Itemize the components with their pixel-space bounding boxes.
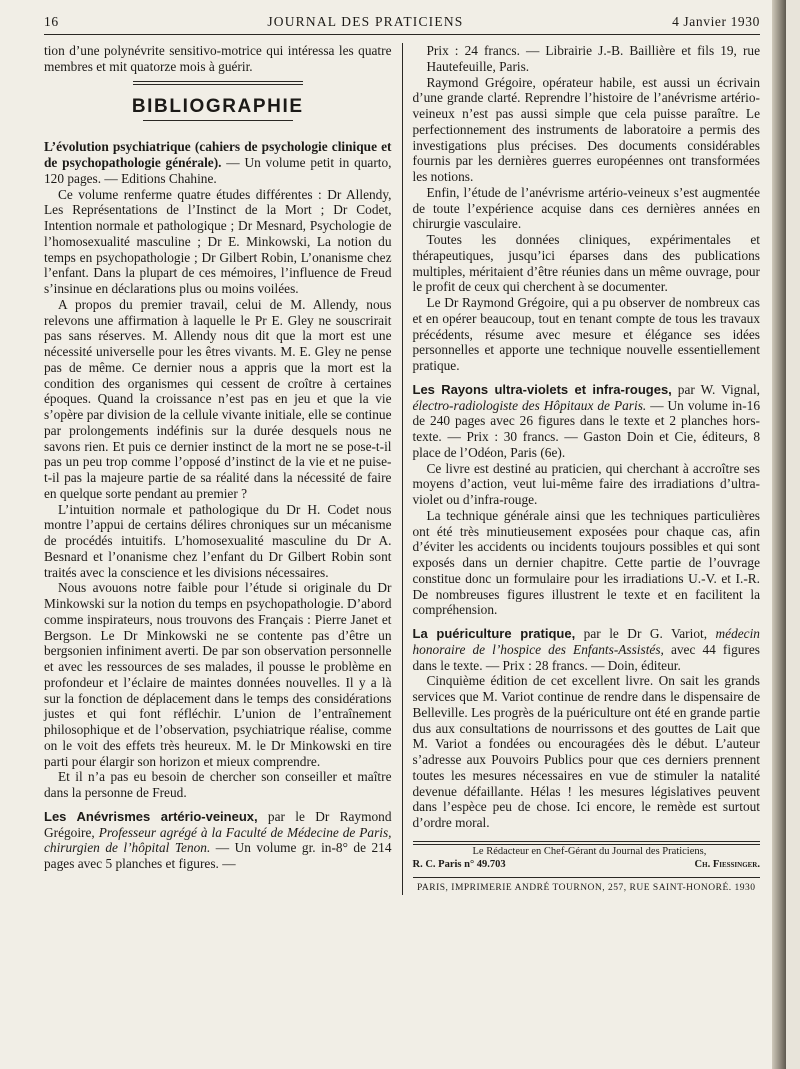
entry-title: Les Rayons ultra-violets et infra-rouges,	[412, 381, 672, 397]
right-column	[402, 43, 761, 895]
entry-author-role: électro-radiologiste des Hôpitaux de Paris.	[412, 397, 647, 413]
entry-author: par W. Vignal,	[671, 381, 760, 397]
entry-info: — Un volume gr. in-8° de 214 pages avec 5 planches et figures. —	[44, 840, 392, 871]
continued-entry-info: Prix : 24 francs. — Librairie J.-B. Baillière et fils 19, rue Hautefeuille, Paris.	[426, 43, 760, 74]
footer-rule	[413, 841, 761, 842]
continued-paragraph: tion d’une polynévrite sensitivo-motrice qui intéressa les quatre membres et mit quatorze mois à guérir.	[44, 43, 392, 74]
body-paragraph: Enfin, l’étude de l’anévrisme artério-veineux s’est augmentée de toute l’expérience acquise dans ces dernières années en chirurgie vasculaire.	[412, 184, 760, 232]
page-number: 16	[44, 14, 59, 29]
body-paragraph: Le Dr Raymond Grégoire, qui a pu observer de nombreux cas et en opérer beaucoup, tout en tenant compte de tous les travaux précédents, résume avec mesure et élégance ses idées personnelles et apporte une technique nouvelle essentiellement pratique.	[412, 295, 760, 373]
entry-author: par le Dr Raymond Grégoire,	[44, 808, 392, 840]
entry-title: Les Anévrismes artério-veineux,	[44, 808, 258, 824]
imprint-footer	[413, 845, 761, 895]
entry-puericulture	[413, 626, 761, 673]
entry-info: — Un volume petit in quarto, 120 pages. — Editions Chahine.	[44, 155, 392, 186]
body-paragraph: Ce volume renferme quatre études différentes : Dr Allendy, Les Représentations de l’Instinct de la Mort ; Dr Codet, Intention normale et pathologique ; Dr Mesnard, Psychologie de l’homosexualité masculine ; Dr E. Minkowski, La notion du temps en psychopathologie ; Dr Gilbert Robin, L’onanisme chez l’enfant. Dans la plupart de ces mémoires, l’influence de Freud s’insinue en déclarations plus ou moins voilées.	[44, 186, 392, 296]
body-paragraph: La technique générale ainsi que les techniques particulières ont été très minutieusement exposées pour chaque cas, afin d’éviter les accidents ou incidents toujours possibles et qui sont exposés dans un dernier chapitre. Cette partie de l’ouvrage constitue donc un formulaire pour les irradiations U.-V. et I.-R. De nombreuses figures illustrent le texte et en facilitent la compréhension.	[412, 507, 760, 618]
issue-date: 4 Janvier 1930	[672, 14, 760, 29]
entry-author-role: médecin honoraire de l’hospice des Enfants-Assistés,	[412, 626, 760, 657]
body-paragraph: Ce livre est destiné au praticien, qui cherchant à accroître ses moyens d’action, veut lui-même faire des irradiations d’ultra-violet ou d’infra-rouge.	[412, 460, 760, 507]
registry-number: R. C. Paris n° 49.703	[412, 858, 506, 870]
entry-title: L’évolution psychiatrique (cahiers de psychologie clinique et de psychopathologie générale).	[44, 139, 392, 170]
body-paragraph: Raymond Grégoire, opérateur habile, est aussi un écrivain d’une grande clarté. Reprendre l’histoire de l’anévrisme artério-veineux n’est pas aussi simple que cela puisse paraître. Le perfectionnement des instruments de laboratoire a permis des investigations plus précises. Des documents considérables fournis par les dernières guerres européennes ont transformées les notions.	[412, 74, 760, 184]
entry-rayons	[413, 382, 761, 461]
page-edge-shadow	[772, 0, 786, 1069]
running-head	[44, 14, 760, 35]
editor-line: Le Rédacteur en Chef-Gérant du Journal des Praticiens,	[472, 845, 707, 857]
body-paragraph: Et il n’a pas eu besoin de chercher son conseiller et maître dans la personne de Freud.	[44, 769, 392, 800]
printer-line: PARIS, IMPRIMERIE ANDRÉ TOURNON, 257, RUE SAINT-HONORÉ. 1930	[413, 877, 761, 895]
body-paragraph: L’intuition normale et pathologique du Dr H. Codet nous montre l’appui de certains délires chroniques sur un mécanisme de procédés intuitifs. L’homosexualité masculine du Dr A. Besnard et l’onanisme chez l’enfant du Dr Gilbert Robin sont traités avec la conscience et les divisions nécessaires.	[44, 501, 392, 580]
entry-info: — Un volume in-16 de 240 pages avec 26 figures dans le texte et 2 planches hors-texte. — Prix : 30 francs. — Gaston Doin et Cie, éditeurs, 8 place de l’Odéon, Paris (6e).	[412, 397, 760, 460]
entry-evolution-psychiatrique	[44, 139, 392, 186]
entry-author: par le Dr G. Variot,	[575, 626, 716, 641]
entry-info: avec 44 figures dans le texte. — Prix : 28 francs. — Doin, éditeur.	[412, 641, 760, 673]
entry-anevrismes	[44, 809, 392, 872]
entry-title: La puériculture pratique,	[412, 626, 576, 641]
two-column-body	[44, 43, 760, 895]
heading-underline	[143, 120, 293, 121]
left-column	[44, 43, 402, 895]
body-paragraph: Toutes les données cliniques, expérimentales et thérapeutiques, jusqu’ici éparses dans des publications multiples, méritaient d’être réunies dans un même ouvrage, pour le profit de ceux qui cherchent à se documenter.	[412, 232, 760, 295]
editor-name: Ch. Fiessinger.	[694, 858, 760, 870]
section-divider	[133, 81, 303, 85]
journal-title: JOURNAL DES PRATICIENS	[267, 14, 464, 29]
section-heading: BIBLIOGRAPHIE	[131, 95, 304, 117]
body-paragraph: A propos du premier travail, celui de M. Allendy, nous relevons une affirmation à laquelle le Pr E. Gley ne souscrirait pas sans réserves. M. Allendy nous dit que la mort est une nécessité universelle pour les êtres vivants. M. E. Gley ne pense pas de même. Ce dernier nous a appris que la mort est la condition des organismes qui cessent de croître à certaines époques. Quand la croissance n’est pas en jeu et que la vie s’opère par division de la cellule vivante initiale, elle se continue par prolongements indéfinis sur la durée desquels nous ne savons rien. Et puis ce dernier instinct de la mort ne se pose-t-il pas un peu trop comme l’opposé d’instinct de la vie et ne puise-t-il pas la majeure partie de sa réalité dans la nécessité de faire en quelque sorte pendant au premier ?	[44, 296, 392, 501]
entry-author-role: Professeur agrégé à la Faculté de Médecine de Paris, chirurgien de l’hôpital Tenon.	[44, 824, 392, 856]
body-paragraph: Cinquième édition de cet excellent livre. On sait les grands services que M. Variot continue de rendre dans le dispensaire de Belleville. Les progrès de la puériculture ont été en grande partie dus aux consultations de nourrissons et des gouttes de Lait que M. Variot a fondées ou encouragées dès le début. L’auteur s’adresse aux Pouvoirs Publics pour que ces derniers prennent toutes les mesures nécessaires en vue de stimuler la natalité devenue défaillante. Hélas ! les mesures législatives peuvent dans l’espèce peu de chose. Ici encore, le remède est surtout d’ordre moral.	[412, 673, 760, 830]
body-paragraph: Nous avouons notre faible pour l’étude si originale du Dr Minkowski sur la notion du temps en psychopathologie. D’abord comme inspirateurs, nous trouvons des Français : Pierre Janet et Bergson. Le Dr Minkowski ne se contente pas d’être un bergsonien infiniment averti. De par son observation personnelle et avec les ressources de ses malades, il pousse le problème en profondeur et l’éclaire de maintes données nouvelles. Il y a là sur la fonction de déplacement dans le temps des considérations justes et qui font réfléchir. L’union de l’entraînement philosophique et de l’observation, psychiatrique réalise, comme on le voit des effets très heureux. M. le Dr Minkowski en tire parti pour élargir son horizon et mieux comprendre.	[44, 580, 392, 769]
